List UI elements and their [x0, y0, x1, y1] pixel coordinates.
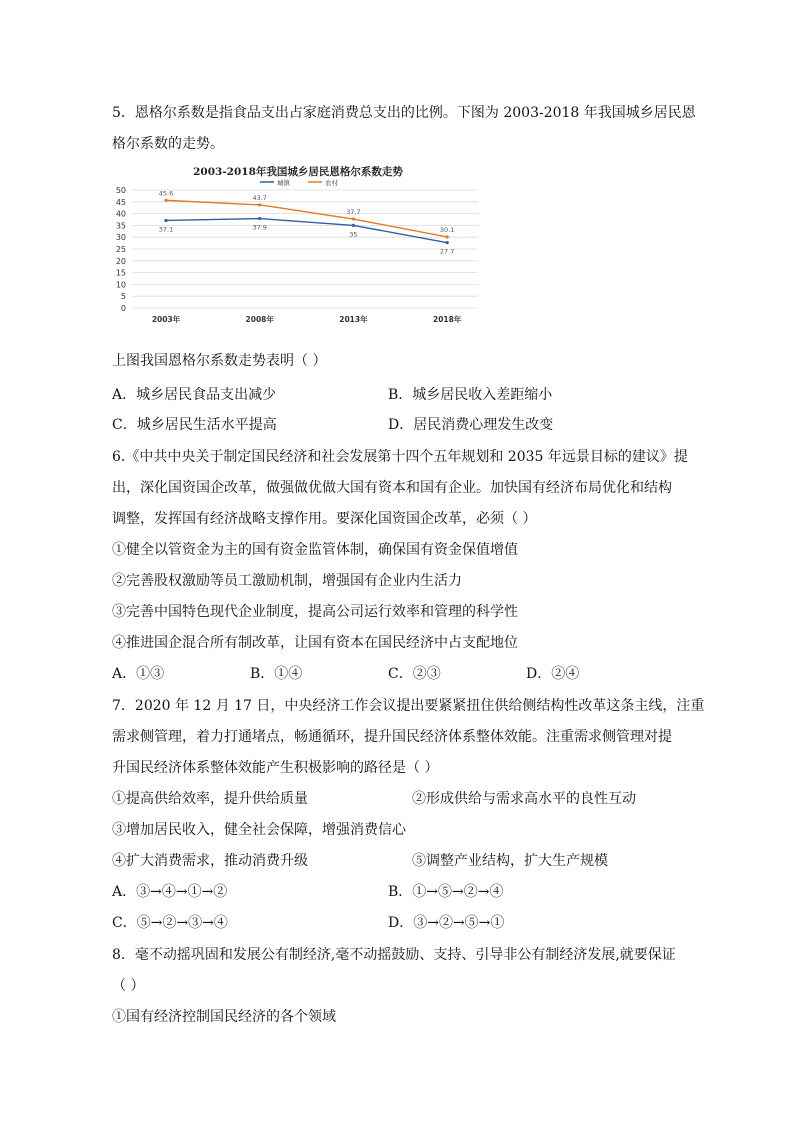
q7-option-a: A．③→④→①→②	[112, 884, 228, 900]
data-point-1-3	[446, 235, 449, 238]
q7-stem-line2: 需求侧管理，着力打通堵点，畅通循环，提升国民经济体系整体效能。注重需求侧管理对提	[112, 729, 672, 745]
q5-option-b: B．城乡居民收入差距缩小	[388, 387, 553, 403]
q5-option-c: C．城乡居民生活水平提高	[112, 417, 277, 433]
q7-item-4: ④扩大消费需求，推动消费升级	[112, 853, 308, 869]
q6-item-4: ④推进国企混合所有制改革，让国有资本在国民经济中占支配地位	[112, 635, 518, 651]
data-label-1-3: 30.1	[439, 225, 455, 234]
q5-question: 上图我国恩格尔系数走势表明（ ）	[112, 353, 327, 369]
q7-item-5: ⑤调整产业结构，扩大生产规模	[412, 853, 608, 869]
y-tick-label-7: 35	[115, 221, 126, 231]
q8-item-1: ①国有经济控制国民经济的各个领域	[112, 1009, 336, 1025]
q6-option-a: A．①③	[112, 666, 165, 682]
data-label-0-1: 37.9	[252, 223, 267, 232]
q6-item-1: ①健全以管资金为主的国有资金监管体制，确保国有资金保值增值	[112, 542, 518, 558]
q7-item-1: ①提高供给效率，提升供给质量	[112, 791, 308, 807]
y-tick-label-2: 10	[115, 280, 126, 290]
y-tick-label-3: 15	[115, 268, 126, 278]
y-tick-label-0: 0	[120, 304, 126, 313]
q7-option-b: B．①→⑤→②→④	[388, 884, 504, 900]
q6-stem-line1: 6.《中共中央关于制定国民经济和社会发展第十四个五年规划和 2035 年远景目标的建议》提	[112, 449, 688, 465]
q6-option-b: B．①④	[250, 666, 303, 682]
q7-stem-line1: 7．2020 年 12 月 17 日，中央经济工作会议提出要紧紧扭住供给侧结构性改革这条主线，注重	[112, 698, 705, 714]
data-point-0-2	[352, 224, 355, 227]
q6-stem-line3: 调整，发挥国有经济战略支撑作用。要深化国资国企改革，必须（ ）	[112, 511, 537, 527]
legend-label-0: 城镇	[277, 179, 290, 187]
data-point-0-0	[164, 219, 167, 222]
x-tick-label-1: 2008年	[245, 315, 274, 324]
data-label-1-0: 45.6	[158, 189, 174, 198]
q6-option-c: C．②③	[388, 666, 441, 682]
q7-option-c: C．⑤→②→③→④	[112, 915, 228, 931]
q5-option-a: A．城乡居民食品支出减少	[112, 387, 277, 403]
y-tick-label-10: 50	[115, 186, 126, 195]
y-tick-label-8: 40	[115, 209, 126, 219]
series-line-0	[166, 219, 447, 243]
x-tick-label-3: 2018年	[432, 315, 462, 324]
data-label-1-2: 37.7	[346, 208, 361, 217]
q6-item-3: ③完善中国特色现代企业制度，提高公司运行效率和管理的科学性	[112, 604, 518, 620]
q6-item-2: ②完善股权激励等员工激励机制，增强国有企业内生活力	[112, 573, 462, 589]
chart-title: 2003-2018年我国城乡居民恩格尔系数走势	[193, 166, 403, 178]
data-label-1-1: 43.7	[252, 193, 267, 202]
y-tick-label-1: 5	[120, 292, 126, 302]
q7-item-2: ②形成供给与需求高水平的良性互动	[412, 791, 636, 807]
series-line-1	[166, 200, 447, 237]
q6-stem-line2: 出，深化国资国企改革，做强做优做大国有资本和国有企业。加快国有经济布局优化和结构	[112, 480, 672, 496]
data-label-0-2: 35	[349, 230, 358, 239]
y-tick-label-6: 30	[115, 233, 126, 243]
data-point-1-1	[258, 203, 261, 206]
data-point-0-3	[446, 241, 449, 244]
q6-option-d: D．②④	[526, 666, 580, 682]
data-label-0-0: 37.1	[158, 225, 174, 234]
q7-item-3: ③增加居民收入，健全社会保障，增强消费信心	[112, 822, 406, 838]
q5-option-d: D．居民消费心理发生改变	[388, 417, 554, 433]
data-label-0-3: 27.7	[439, 247, 455, 256]
data-point-0-1	[258, 217, 261, 220]
engel-coefficient-chart	[112, 160, 484, 328]
y-tick-label-4: 20	[115, 256, 126, 266]
x-tick-label-2: 2013年	[339, 315, 368, 324]
q8-stem-line2: （ ）	[112, 978, 145, 994]
q5-stem-line1: 5．恩格尔系数是指食品支出占家庭消费总支出的比例。下图为 2003-2018 年我国城乡居民恩	[112, 105, 696, 121]
data-point-1-2	[352, 217, 355, 220]
y-tick-label-9: 45	[115, 197, 126, 207]
legend-label-1: 农村	[325, 179, 338, 187]
x-tick-label-0: 2003年	[151, 315, 181, 324]
q8-stem-line1: 8．毫不动摇巩固和发展公有制经济,毫不动摇鼓励、支持、引导非公有制经济发展,就要保证	[112, 947, 676, 963]
q7-stem-line3: 升国民经济体系整体效能产生积极影响的路径是（ ）	[112, 760, 439, 776]
q5-stem-line2: 格尔系数的走势。	[112, 136, 224, 152]
q7-option-d: D．③→②→⑤→①	[388, 915, 505, 931]
data-point-1-0	[164, 199, 167, 202]
y-tick-label-5: 25	[115, 245, 126, 254]
chart-svg	[112, 160, 484, 328]
